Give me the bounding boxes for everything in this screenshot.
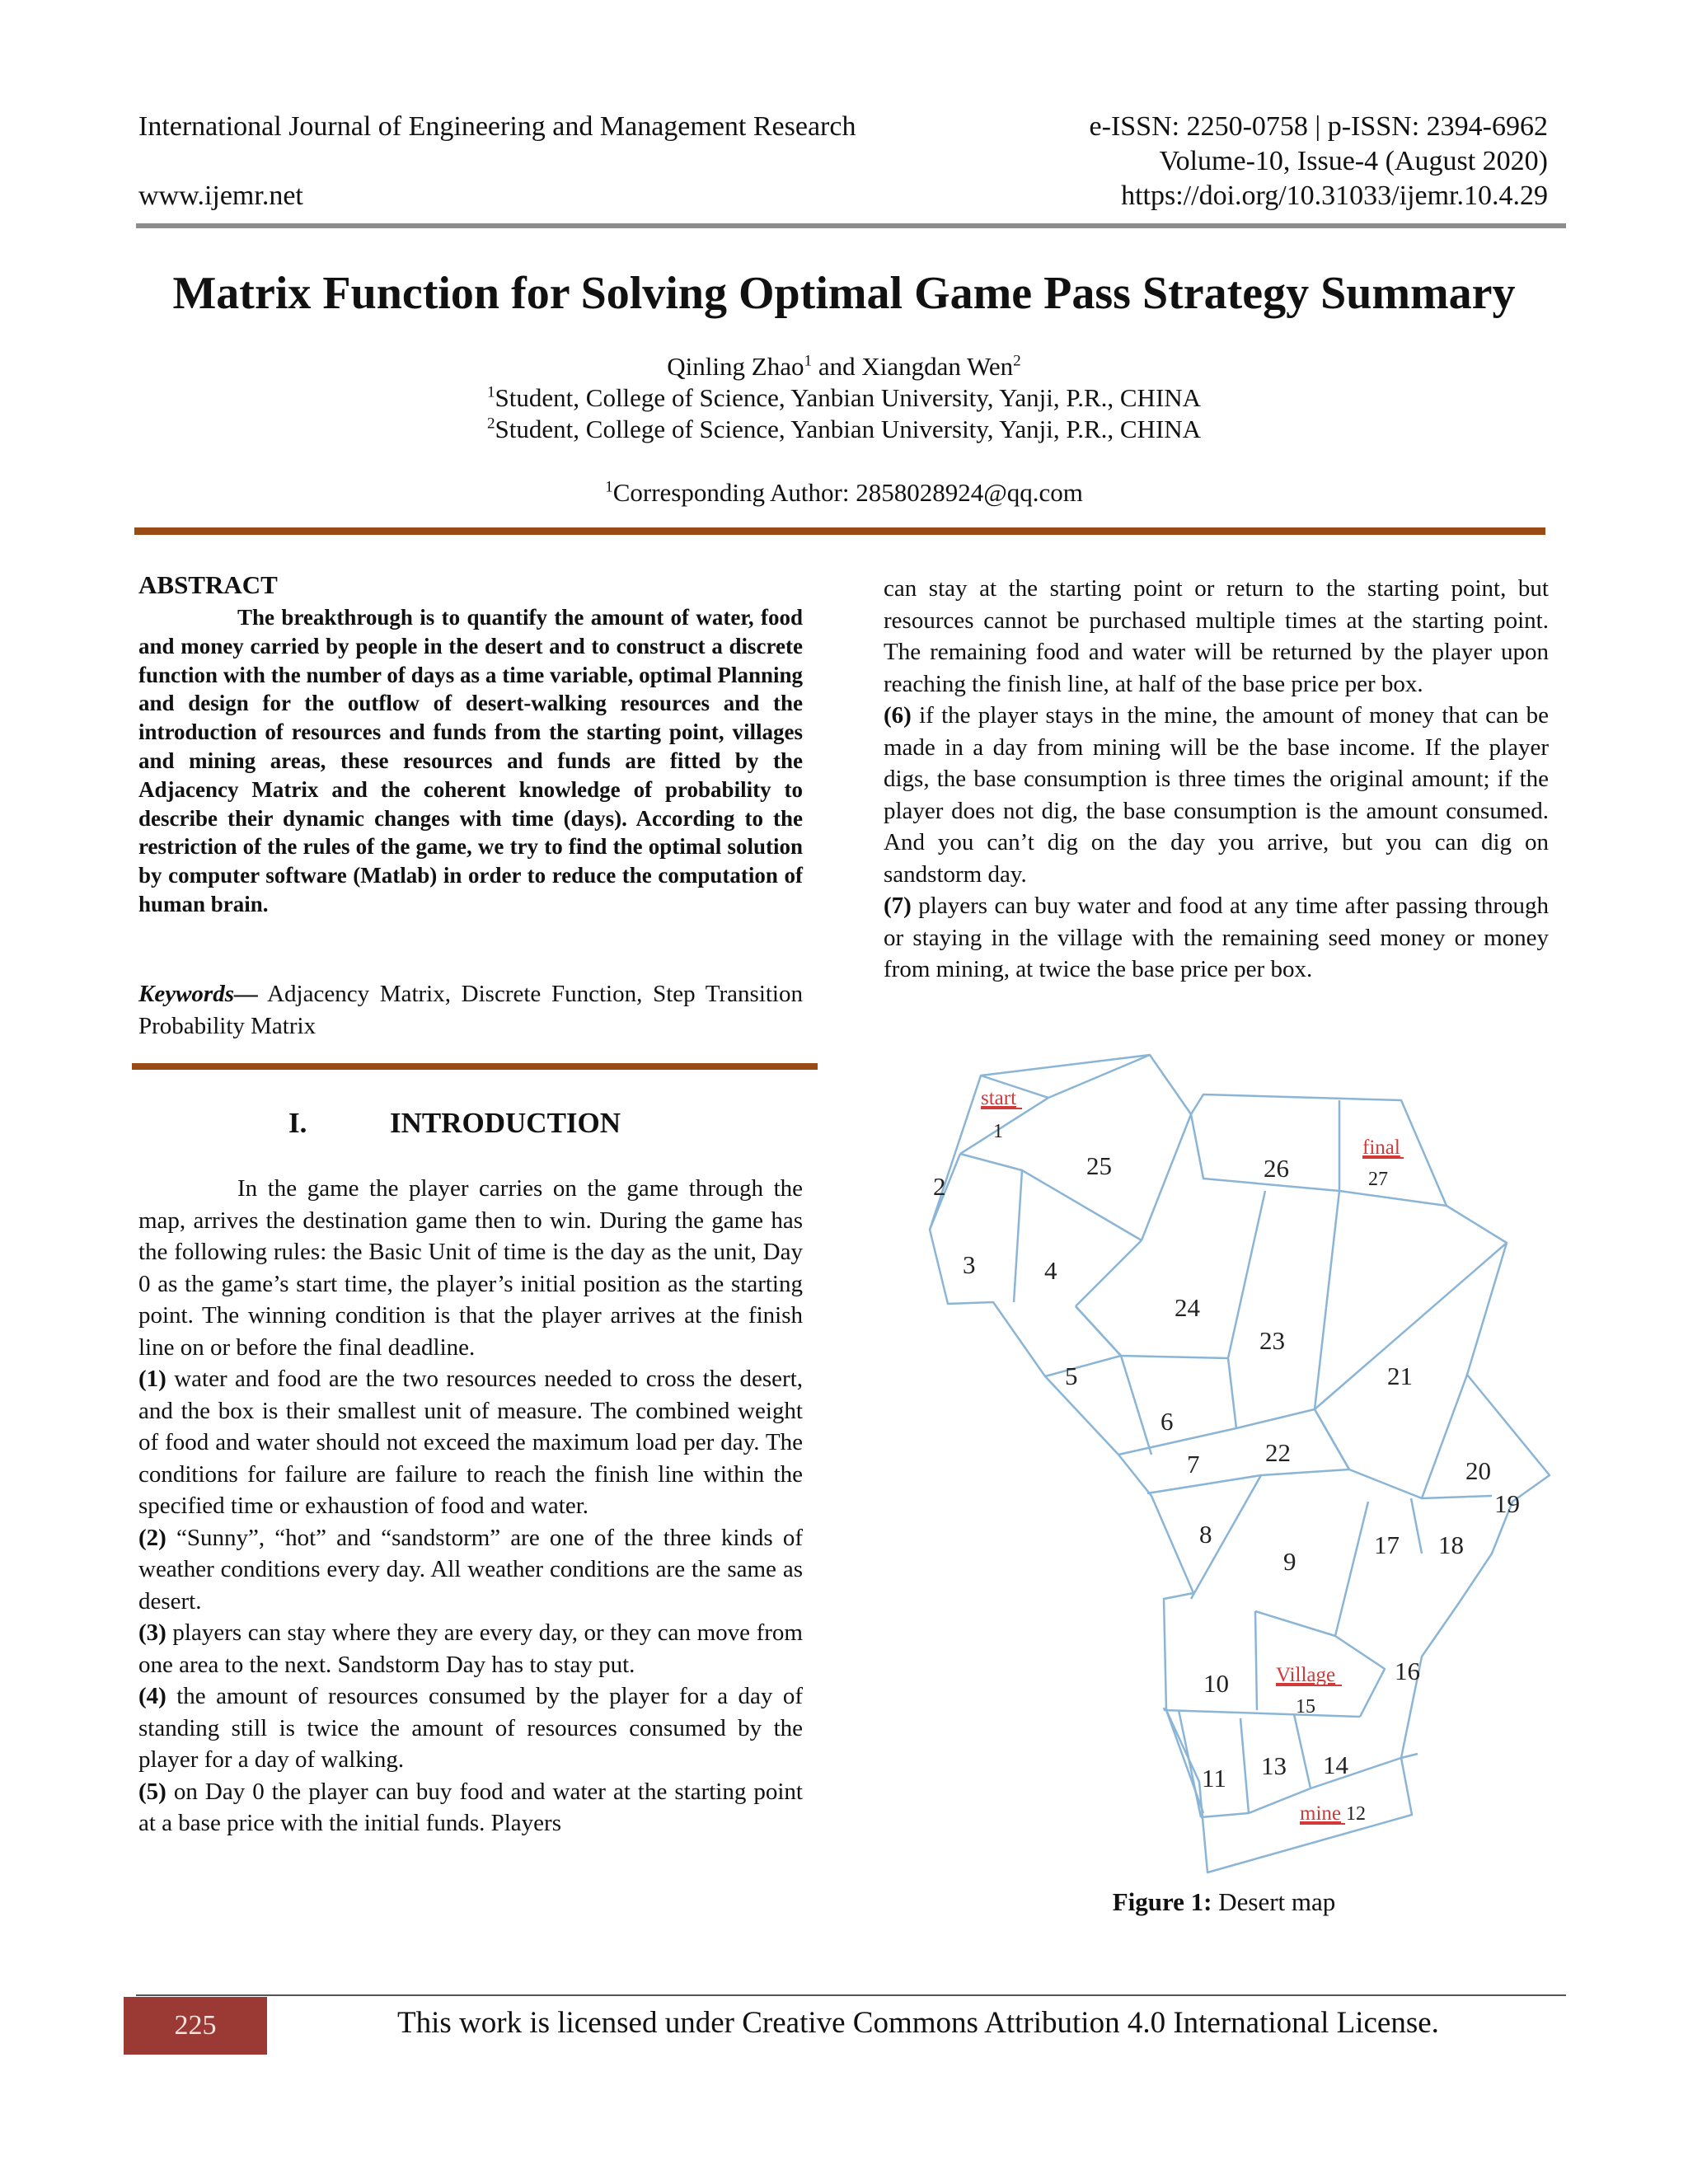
website-link[interactable]: www.ijemr.net bbox=[138, 180, 303, 211]
author-2-sup: 2 bbox=[1013, 352, 1021, 370]
region-label: 5 bbox=[1065, 1361, 1078, 1390]
region-label: 27 bbox=[1368, 1169, 1388, 1190]
affiliation-2-text: Student, College of Science, Yanbian University, Yanji, P.R., CHINA bbox=[495, 415, 1202, 443]
rule-5-num: (5) bbox=[138, 1778, 166, 1805]
rule-5-text: on Day 0 the player can buy food and water at the starting point at a base price with the initial funds. Players bbox=[138, 1778, 803, 1836]
author-and: and bbox=[812, 352, 862, 381]
section-heading: INTRODUCTION bbox=[390, 1107, 621, 1139]
final-label: final bbox=[1362, 1137, 1400, 1159]
rule-2-num: (2) bbox=[138, 1524, 166, 1551]
region-label: 6 bbox=[1160, 1407, 1174, 1436]
rule-1-num: (1) bbox=[138, 1366, 166, 1392]
rule-3 bbox=[138, 1617, 803, 1680]
rule-5 bbox=[138, 1776, 803, 1840]
desert-map-figure bbox=[894, 1051, 1554, 1891]
rule-2 bbox=[138, 1522, 803, 1618]
start-label: start bbox=[981, 1087, 1017, 1109]
region-label: 23 bbox=[1259, 1326, 1285, 1355]
figure-caption-label: Figure 1: bbox=[1112, 1887, 1212, 1916]
region-label: 26 bbox=[1264, 1154, 1289, 1183]
rule-6-num: (6) bbox=[884, 702, 912, 729]
rule-7-text: players can buy water and food at any time after passing through or staying in the village with the remaining seed money or money from mining, at twice the base price per box. bbox=[884, 893, 1549, 982]
rule-3-text: players can stay where they are every day, or they can move from one area to the next. Sandstorm Day has to stay put. bbox=[138, 1619, 803, 1678]
region-label: 19 bbox=[1494, 1489, 1520, 1518]
keywords-label: Keywords— bbox=[138, 981, 258, 1007]
figure-caption bbox=[894, 1887, 1554, 1917]
affiliation-1-text: Student, College of Science, Yanbian University, Yanji, P.R., CHINA bbox=[495, 383, 1202, 412]
rule-6-text: if the player stays in the mine, the amount of money that can be made in a day from mining will be the base income. If the player digs, the base consumption is three times the original amount; if the player does not dig, the base consumption is the amount consumed. And you can’t dig on the day you arrive, but you can dig on sandstorm day. bbox=[884, 702, 1549, 888]
corresponding-sup: 1 bbox=[605, 478, 613, 496]
rule-4-text: the amount of resources consumed by the player for a day of standing still is twice the amount of resources consumed by the player for a day of walking. bbox=[138, 1683, 803, 1773]
rule-7-num: (7) bbox=[884, 893, 912, 919]
region-label: 3 bbox=[963, 1250, 976, 1279]
keywords bbox=[138, 978, 803, 1042]
abstract-rule bbox=[132, 1063, 818, 1070]
region-label: 11 bbox=[1202, 1764, 1226, 1793]
journal-name: International Journal of Engineering and Management Research bbox=[138, 111, 856, 142]
author-1-sup: 1 bbox=[804, 352, 813, 370]
region-label: 13 bbox=[1261, 1751, 1287, 1780]
paper-title: Matrix Function for Solving Optimal Game Pass Strategy Summary bbox=[172, 268, 1516, 319]
affiliation-1 bbox=[0, 382, 1688, 414]
abstract-body: The breakthrough is to quantify the amount of water, food and money carried by people in the desert and to construct a discrete function with the number of days as a time variable, optimal Planning and design for the outflow of desert-walking resources and the introduction of resources and funds from the starting point, villages and mining areas, these resources and funds are fitted by the Adjacency Matrix and the coherent knowledge of probability to describe their dynamic changes with time (days). According to the restriction of the rules of the game, we try to find the optimal solution by computer software (Matlab) in order to reduce the computation of human brain. bbox=[138, 605, 803, 916]
volume-issue: Volume-10, Issue-4 (August 2020) bbox=[1159, 146, 1548, 176]
rule-3-num: (3) bbox=[138, 1619, 166, 1646]
rule-5-continued: can stay at the starting point or return to the starting point, but resources cannot be purchased multiple times at the starting point. The remaining food and water will be returned by the player upon reaching the finish line, at half of the base price per box. bbox=[884, 575, 1549, 697]
village-label: Village bbox=[1276, 1664, 1336, 1686]
region-label: 18 bbox=[1438, 1530, 1464, 1559]
footer-rule bbox=[136, 1994, 1566, 1996]
rule-6 bbox=[884, 700, 1549, 890]
mine-label: mine bbox=[1300, 1802, 1341, 1825]
intro-right-column bbox=[884, 573, 1549, 986]
region-label: 21 bbox=[1387, 1361, 1413, 1390]
rule-4-num: (4) bbox=[138, 1683, 166, 1709]
rule-4 bbox=[138, 1680, 803, 1776]
region-label: 25 bbox=[1086, 1151, 1112, 1180]
affiliation-2-sup: 2 bbox=[486, 415, 495, 433]
header-rule bbox=[136, 223, 1566, 228]
page-number: 225 bbox=[124, 1997, 267, 2055]
author-1: Qinling Zhao bbox=[667, 352, 804, 381]
figure-caption-text: Desert map bbox=[1212, 1887, 1336, 1916]
region-label: 2 bbox=[933, 1172, 946, 1201]
region-label: 9 bbox=[1283, 1547, 1296, 1576]
license-text: This work is licensed under Creative Commons Attribution 4.0 International License. bbox=[397, 2006, 1439, 2040]
keywords-text: Adjacency Matrix, Discrete Function, Step Transition Probability Matrix bbox=[138, 981, 803, 1039]
desert-map-borders bbox=[930, 1055, 1550, 1872]
region-label: 8 bbox=[1199, 1520, 1212, 1549]
rule-7 bbox=[884, 890, 1549, 986]
region-label: 17 bbox=[1374, 1530, 1400, 1559]
region-label: 12 bbox=[1346, 1803, 1366, 1825]
corresponding-author bbox=[0, 476, 1688, 509]
section-number: I. bbox=[288, 1107, 307, 1139]
region-label: 10 bbox=[1203, 1669, 1229, 1698]
abstract-heading: ABSTRACT bbox=[138, 570, 278, 599]
region-label: 4 bbox=[1044, 1256, 1057, 1285]
author-line bbox=[0, 350, 1688, 382]
issn: e-ISSN: 2250-0758 | p-ISSN: 2394-6962 bbox=[1089, 111, 1548, 142]
affiliation-1-sup: 1 bbox=[486, 383, 495, 401]
corresponding-text: Corresponding Author: 2858028924@qq.com bbox=[612, 478, 1083, 507]
affiliation-2 bbox=[0, 413, 1688, 445]
region-label: 16 bbox=[1395, 1657, 1420, 1685]
region-label: 24 bbox=[1175, 1293, 1200, 1322]
intro-left-column bbox=[138, 1173, 803, 1840]
doi-link[interactable]: https://doi.org/10.31033/ijemr.10.4.29 bbox=[1121, 180, 1548, 211]
region-label: 14 bbox=[1323, 1750, 1348, 1779]
author-2: Xiangdan Wen bbox=[861, 352, 1014, 381]
rule-1-text: water and food are the two resources needed to cross the desert, and the box is their smallest unit of measure. The combined weight of food and water should not exceed the maximum load per day. The conditions for failure are failure to reach the finish line within the specified time or exhaustion of food and water. bbox=[138, 1366, 803, 1519]
region-label: 1 bbox=[993, 1121, 1003, 1142]
title-rule bbox=[134, 527, 1545, 535]
rule-1 bbox=[138, 1363, 803, 1522]
intro-paragraph: In the game the player carries on the game through the map, arrives the destination game then to win. During the game has the following rules: the Basic Unit of time is the day as the unit, Day 0 as the game’s start time, the player’s initial position as the starting point. The winning condition is that the player arrives at the finish line on or before the final deadline. bbox=[138, 1175, 803, 1361]
region-label: 20 bbox=[1465, 1456, 1491, 1485]
rule-2-text: “Sunny”, “hot” and “sandstorm” are one of the three kinds of weather conditions every day. All weather conditions are the same as desert. bbox=[138, 1524, 803, 1615]
region-label: 22 bbox=[1265, 1438, 1291, 1467]
region-label: 7 bbox=[1187, 1450, 1200, 1479]
region-label: 15 bbox=[1296, 1696, 1315, 1718]
